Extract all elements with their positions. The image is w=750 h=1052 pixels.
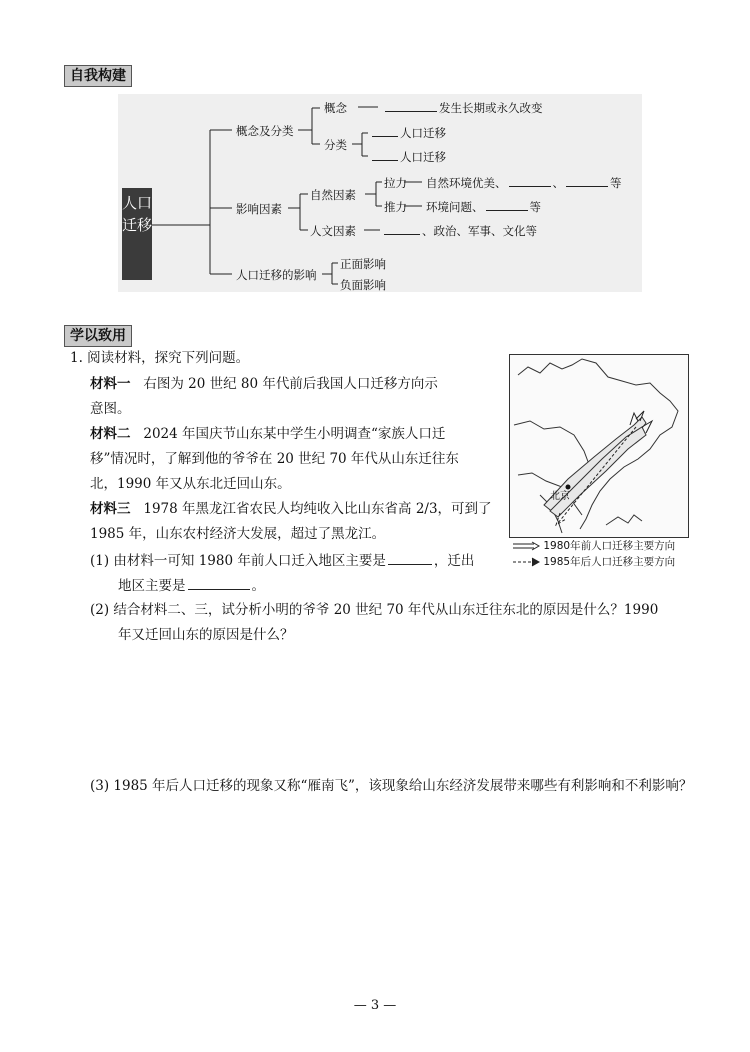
- node-concept-classify: 概念及分类: [236, 124, 294, 138]
- mind-map-root: 人口迁移: [122, 188, 152, 280]
- classify-item-2: 人口迁移: [370, 149, 446, 165]
- node-pull: 拉力: [384, 176, 407, 190]
- page-number: — 3 —: [353, 998, 397, 1013]
- question-1-line-2: 地区主要是 。: [118, 578, 265, 594]
- node-classify: 分类: [324, 138, 347, 152]
- question-2-line-2: 年又迁回山东的原因是什么？: [118, 627, 294, 643]
- classify-item-1: 人口迁移: [370, 125, 446, 141]
- legend-1980-before: 1980年前人口迁移主要方向: [512, 538, 675, 553]
- legend-1985-after: 1985年后人口迁移主要方向: [512, 554, 675, 569]
- material-2-line-2: 移”情况时，了解到他的爷爷在 20 世纪 70 年代从山东迁往东: [90, 451, 459, 467]
- migration-map: [509, 354, 689, 538]
- node-natural-factors: 自然因素: [310, 188, 356, 202]
- material-2-line-1: 材料二 2024 年国庆节山东某中学生小明调查“家族人口迁: [90, 426, 446, 442]
- double-arrow-icon: [512, 541, 540, 551]
- map-drawing: [510, 355, 688, 537]
- human-factors: 、政治、军事、文化等: [382, 223, 537, 239]
- question-2-line-1: (2) 结合材料二、三，试分析小明的爷爷 20 世纪 70 年代从山东迁往东北的原因是什么？1990: [90, 602, 659, 618]
- material-3-line-1: 材料三 1978 年黑龙江省农民人均纯收入比山东省高 2/3，可到了: [90, 501, 492, 517]
- material-1-line-2: 意图。: [90, 401, 131, 417]
- section-title-construct: 自我构建: [64, 65, 132, 87]
- node-concept: 概念: [324, 101, 347, 115]
- beijing-marker: [566, 485, 571, 490]
- beijing-label: 北京: [550, 491, 570, 502]
- node-negative-impact: 负面影响: [340, 278, 386, 292]
- node-human-factors: 人文因素: [310, 224, 356, 238]
- push-factors: 环境问题、 等: [426, 200, 541, 214]
- dashed-arrow-icon: [512, 557, 540, 567]
- node-push: 推力: [384, 200, 407, 214]
- material-3-line-2: 1985 年，山东农村经济大发展，超过了黑龙江。: [90, 526, 386, 542]
- section-title-apply: 学以致用: [64, 325, 132, 347]
- material-1-line-1: 材料一 右图为 20 世纪 80 年代前后我国人口迁移方向示: [90, 376, 438, 392]
- pull-factors: 自然环境优美、 、 等: [426, 176, 622, 190]
- node-impacts: 人口迁移的影响: [236, 268, 317, 282]
- question-intro: 1. 阅读材料，探究下列问题。: [70, 350, 250, 366]
- concept-definition: 发生长期或永久改变: [383, 100, 543, 116]
- question-3: (3) 1985 年后人口迁移的现象又称“雁南飞”，该现象给山东经济发展带来哪些有利影响和不利影响？: [90, 778, 693, 794]
- node-positive-impact: 正面影响: [340, 257, 386, 271]
- mind-map: [118, 94, 642, 292]
- node-factors: 影响因素: [236, 202, 282, 216]
- material-2-line-3: 北，1990 年又从东北迁回山东。: [90, 476, 291, 492]
- question-1-line-1: (1) 由材料一可知 1980 年前人口迁入地区主要是 ，迁出: [90, 553, 475, 569]
